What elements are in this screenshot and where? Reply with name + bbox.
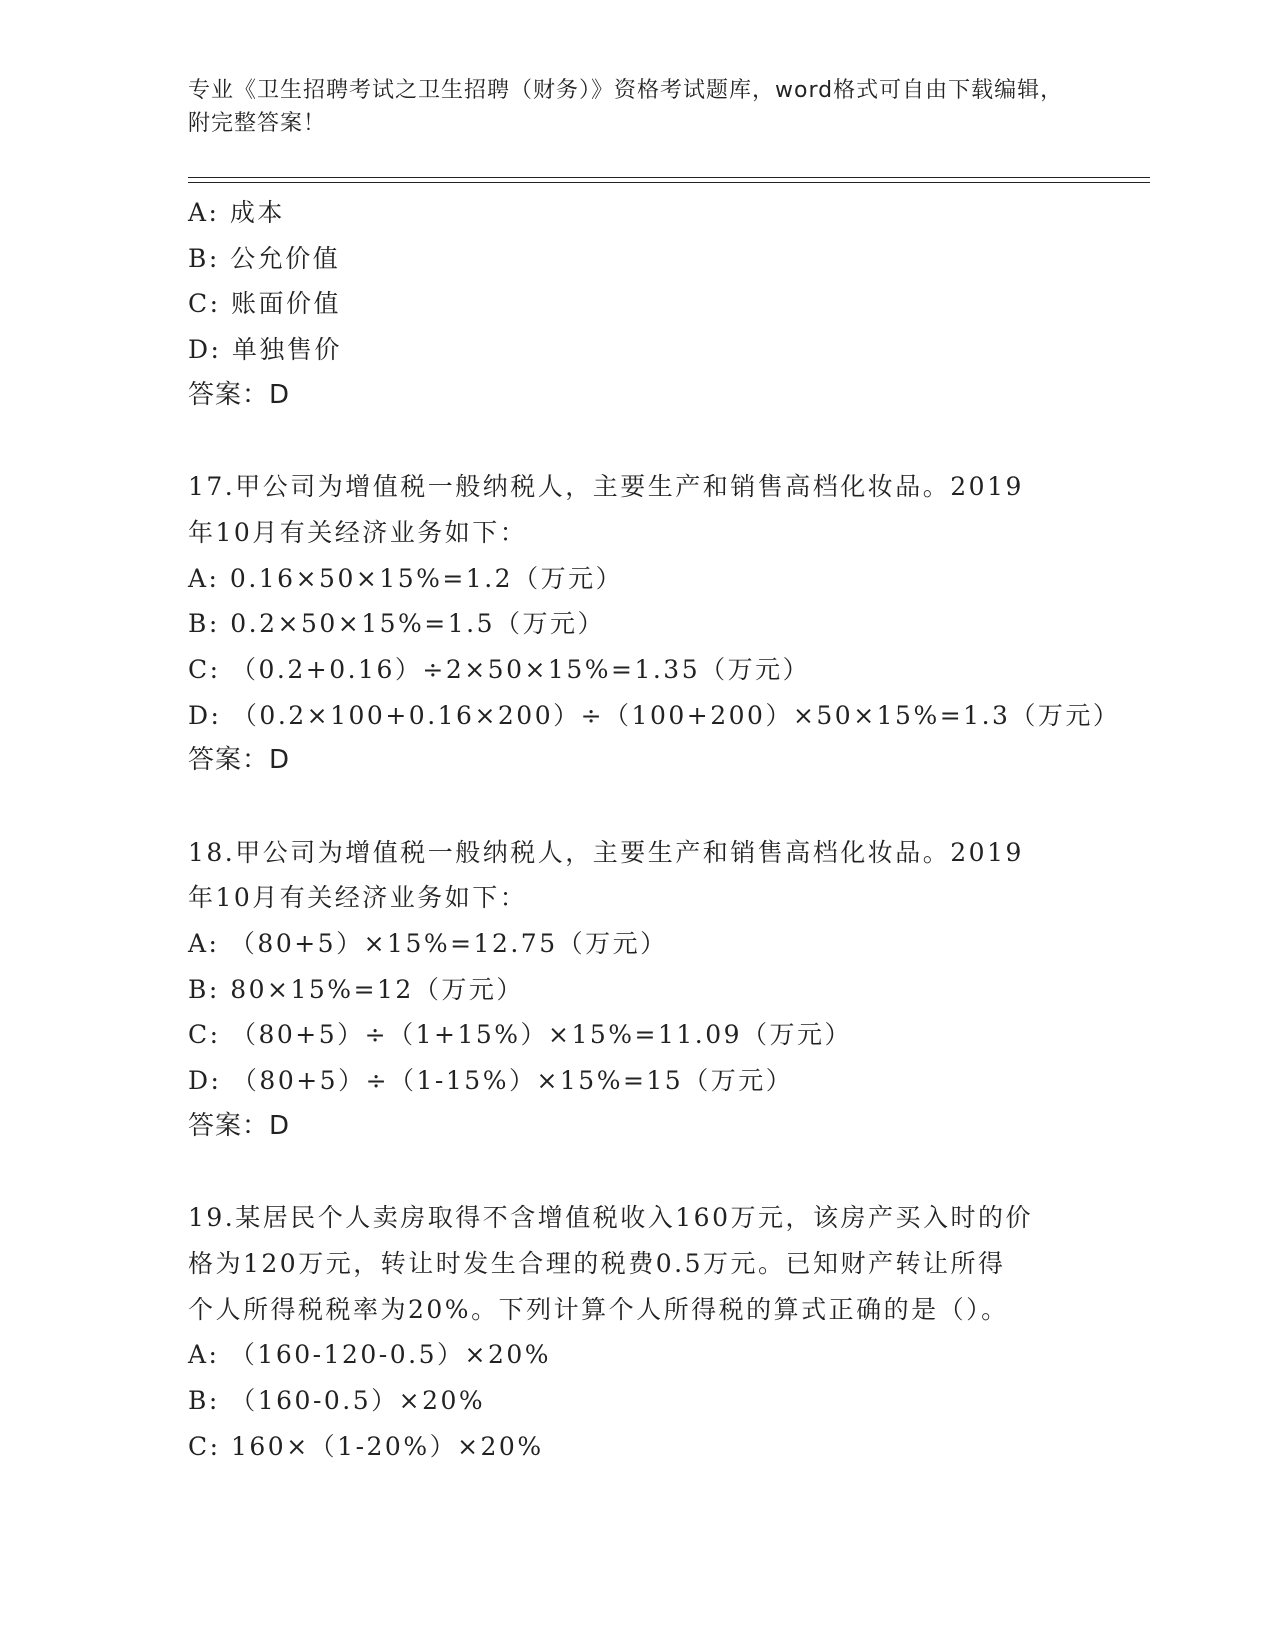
question-17-answer: 答案：D: [188, 745, 291, 776]
spacer: [188, 1149, 1088, 1195]
question-19-stem-line-1: 19.某居民个人卖房取得不含增值税收入160万元，该房产买入时的价: [188, 1203, 1033, 1233]
option-b: B: （160-0.5）×20%: [188, 1385, 486, 1415]
option-a: A: 成本: [188, 198, 285, 227]
option-b: B: 80×15%=12（万元）: [188, 974, 524, 1004]
option-c: C: （80+5）÷（1+15%）×15%=11.09（万元）: [188, 1020, 853, 1050]
option-b: B: 0.2×50×15%=1.5（万元）: [188, 609, 605, 639]
question-17-stem-line-2: 年10月有关经济业务如下：: [188, 517, 528, 547]
option-b: B: 公允价值: [188, 243, 341, 273]
question-17: [188, 464, 1121, 784]
question-18-stem-line-1: 18.甲公司为增值税一般纳税人，主要生产和销售高档化妆品。2019: [188, 837, 1024, 867]
question-18-answer: 答案：D: [188, 1110, 291, 1141]
option-d: D: （80+5）÷（1-15%）×15%=15（万元）: [188, 1066, 794, 1096]
question-17-stem-line-1: 17.甲公司为增值税一般纳税人，主要生产和销售高档化妆品。2019: [188, 472, 1024, 502]
question-19-stem-line-2: 格为120万元，转让时发生合理的税费0.5万元。已知财产转让所得: [188, 1248, 1006, 1278]
document-header: 专业《卫生招聘考试之卫生招聘（财务）》资格考试题库，word格式可自由下载编辑，附完整答案！: [188, 78, 1064, 136]
option-c: C: 160×（1-20%）×20%: [188, 1431, 544, 1461]
question-18: [188, 830, 1088, 1150]
option-a: A: （80+5）×15%=12.75（万元）: [188, 929, 668, 958]
option-d: D: （0.2×100+0.16×200）÷（100+200）×50×15%=1.3（万元）: [188, 700, 1121, 730]
header-rule-top: [188, 177, 1150, 178]
question-list: [188, 190, 1121, 1469]
question-19: [188, 1195, 1088, 1469]
spacer: [188, 418, 1088, 464]
question-18-stem-line-2: 年10月有关经济业务如下：: [188, 883, 528, 913]
question-16-options: [188, 190, 1088, 373]
spacer: [188, 784, 1088, 830]
option-c: C: （0.2+0.16）÷2×50×15%=1.35（万元）: [188, 654, 811, 684]
option-a: A: （160-120-0.5）×20%: [188, 1340, 552, 1370]
option-d: D: 单独售价: [188, 335, 342, 365]
header-rule-bottom: [188, 182, 1150, 183]
option-c: C: 账面价值: [188, 289, 341, 319]
question-19-stem-line-3: 个人所得税税率为20%。下列计算个人所得税的算式正确的是（）。: [188, 1294, 1009, 1324]
option-a: A: 0.16×50×15%=1.2（万元）: [188, 563, 624, 593]
question-16-answer: 答案：D: [188, 379, 291, 410]
